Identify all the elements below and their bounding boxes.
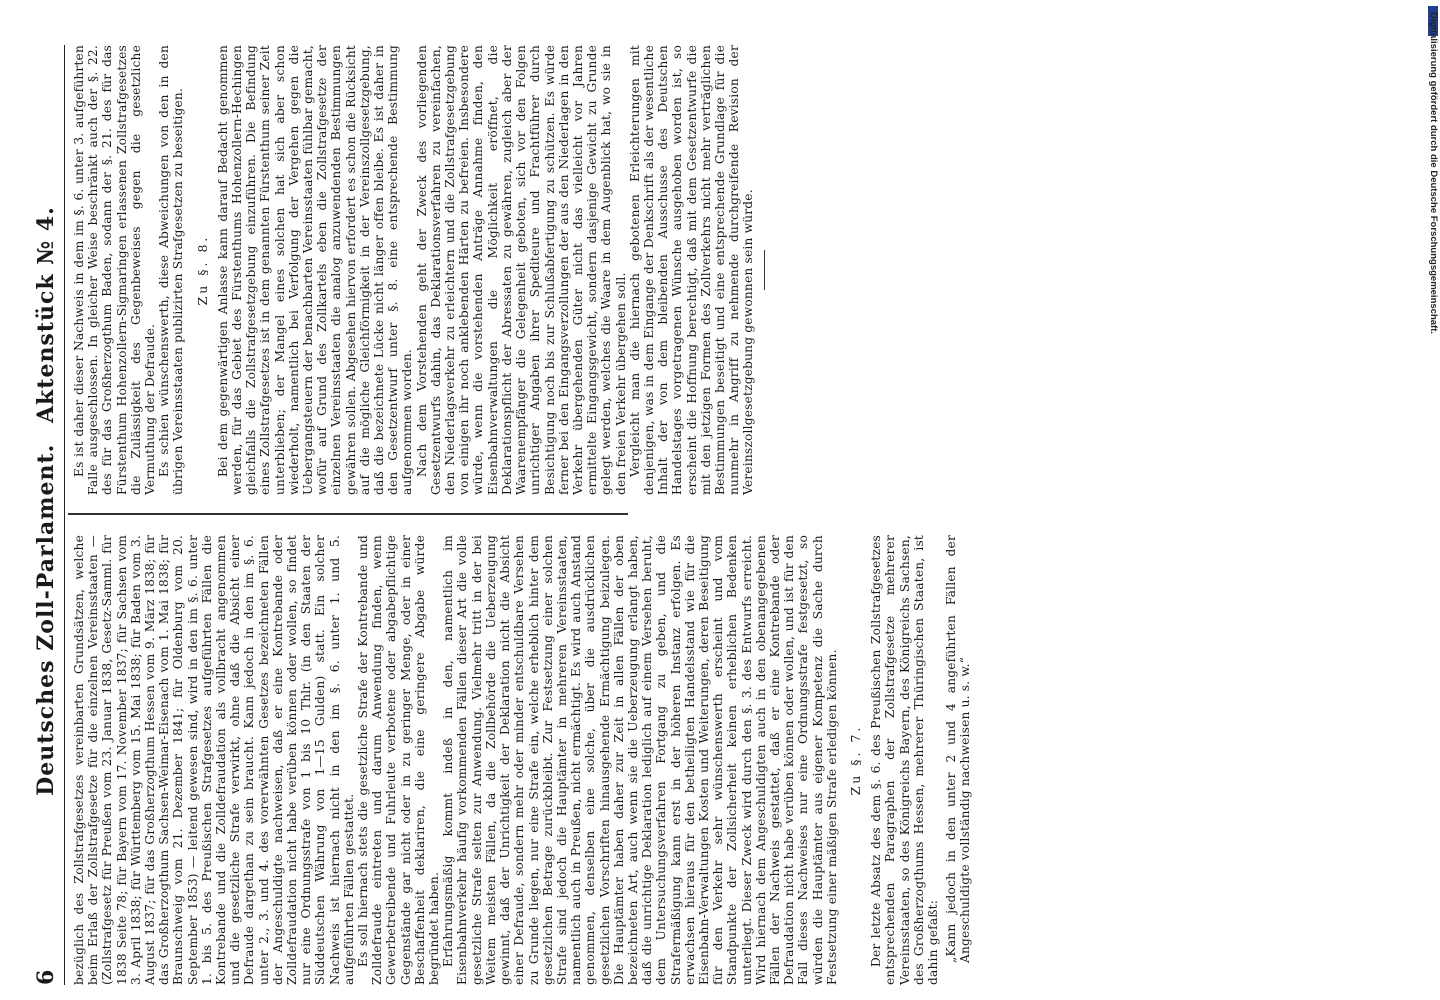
right-column [72, 45, 773, 495]
paragraph: bezüglich des Zollstrafgesetzes vereinbarten Grundsätzen, welche beim Erlaß der Zollstrafgesetze für die einzelnen Vereinsstaaten — (Zollstrafgesetz für Preußen vom 23. Januar 1838, Gesetz-Samml. für 1838 Seite 78; für Bayern vom 17. November 1837; für Sachsen vom 3. April 1838; für Württemberg vom 15. Mai 1838; für Baden vom 3. August 1837; für das Großherzogthum Hessen vom 9. März 1838; für das Großherzogthum Sachsen-Weimar-Eisenach vom 1. Mai 1838; für Braunschweig vom 21. Dezember 1841; für Oldenburg vom 20. September 1853) — leitend gewesen sind, wird in den im §. 6. unter 1. bis 5. des Preußischen Strafgesetzes aufgeführten Fällen die Kontrebande und die Zolldefraudation als vollbracht angenommen und die gesetzliche Strafe verwirkt, ohne daß die Absicht einer Defraude dargethan zu sein braucht. Kann jedoch in den im §. 6. unter 2., 3. und 4. des vorerwähnten Gesetzes bezeichneten Fällen der Angeschuldigte nachweisen, daß er eine Kontrebande oder Zolldefraudation nicht habe verüben können oder wollen, so findet nur eine Ordnungsstrafe von 1 bis 10 Thlr. (in den Staaten der Süddeutschen Währung von 1—15 Gulden) statt. Ein solcher Nachweis ist hiernach nicht in den im §. 6. unter 1. und 5. aufgeführten Fällen gestattet. [72, 535, 356, 985]
paragraph: Es schien wünschenswerth, diese Abweichungen von den in den übrigen Vereinsstaaten publizirten Strafgesetzen zu beseitigen. [157, 45, 186, 495]
section-heading: Zu §. 7. [847, 724, 863, 796]
paragraph: Erfahrungsmäßig kommt indeß in den, namentlich im Eisenbahnverkehr häufig vorkommenden Fällen dieser Art die volle gesetzliche Strafe selten zur Anwendung. Vielmehr tritt in der bei Weitem meisten Fällen, da die Zollbehörde die Ueberzeugung gewinnt, daß der Unrichtigkeit der Deklaration nicht die Absicht einer Defraude, sondern mehr oder minder entschuldbare Versehen zu Grunde liegen, nur eine Strafe ein, welche erheblich hinter dem gesetzlichen Betrage zurückbleibt. Zur Festsetzung einer solchen Strafe sind jedoch die Hauptämter in mehreren Vereinsstaaten, namentlich auch in Preußen, nicht ermächtigt. Es wird auch Anstand genommen, denselben eine solche, über die ausdrücklichen gesetzlichen Vorschriften hinausgehende Ermächtigung beizulegen. Die Hauptämter haben daher zur Zeit in allen Fällen der oben bezeichneten Art, auch wenn sie die Ueberzeugung erlangt haben, daß die unrichtige Deklaration lediglich auf einem Versehen beruht, dem Untersuchungsverfahren Fortgang zu geben, und die Strafermäßigung kann erst in der höheren Instanz erfolgen. Es erwachsen hieraus für den betheiligten Handelsstand wie für die Eisenbahn-Verwaltungen Kosten und Weiterungen, deren Beseitigung für den Verkehr sehr wünschenswerth erscheint und vom Standpunkte der Zollsicherheit keinen erheblichen Bedenken unterliegt. Dieser Zweck wird durch den §. 3. des Entwurfs erreicht. Wird hiernach dem Angeschuldigten auch in den obenangegebenen Fällen der Nachweis gestattet, daß er eine Kontrebande oder Defraudation nicht habe verüben können oder wollen, und ist für den Fall dieses Nachweises nur eine Ordnungsstrafe festgesetzt, so würden die Hauptämter aus eigener Kompetenz die Sache durch Festsetzung einer mäßigen Strafe erledigen können. [441, 535, 839, 985]
credit-text: Digitalisierung gefördert durch die Deutsche Forschungsgemeinschaft. [1428, 12, 1439, 334]
end-rule [764, 250, 765, 290]
paragraph: Der letzte Absatz des dem §. 6. des Preußischen Zollstrafgesetzes entsprechenden Paragraphen der Zollstrafgesetze mehrerer Vereinsstaaten, so des Königreichs Bayern, des Königreichs Sachsen, des Großherzogthums Hessen, mehrerer Thüringischen Staaten, ist dahin gefaßt: [869, 535, 940, 985]
section-heading: Zu §. 8. [194, 234, 210, 306]
paragraph: Bei dem gegenwärtigen Anlasse kann darauf Bedacht genommen werden, für das Gebiet des Fürstenthums Hohenzollern-Hechingen gleichfalls die Zollstrafgesetzgebung einzuführen. Die Befindung eines Zollstrafgesetzes ist in dem genannten Fürstenthum seiner Zeit unterblieben; der Mangel eines solchen hat sich aber schon wiederholt, namentlich bei Verfolgung der Vergehen gegen die Uebergangsteuern der benachbarten Vereinsstaaten fühlbar gemacht, wofür auf Grund des Zollkartels eben die Zollstrafgesetze der einzelnen Vereinsstaaten die analog anzuwendenden Bestimmungen gewähren sollen. Abgesehen hiervon erfordert es schon die Rücksicht auf die mögliche Gleichförmigkeit in der Vereinszollgesetzgebung, daß die bezeichnete Lücke nicht länger offen bleibe. Es ist daher in den Gesetzentwurf unter §. 8. eine entsprechende Bestimmung aufgenommen worden. [215, 45, 415, 495]
header-title [33, 45, 59, 945]
quotation: „Kann jedoch in den unter 2 und 4 angeführten Fällen der Angeschuldigte vollständig nachweisen u. s. w.“ [944, 535, 973, 963]
digitization-credit [1428, 12, 1440, 812]
header-title-left: Deutsches Zoll-Parlament. [33, 443, 59, 796]
paragraph: Es ist daher dieser Nachweis in dem im §. 6. unter 3. aufgeführten Falle ausgeschlossen. In gleicher Weise beschränkt auch der §. 22. des für das Großherzogthum Baden, sodann der §. 21. des für das Fürstenthum Hohenzollern-Sigmaringen erlassenen Zollstrafgesetzes die Zulässigkeit des Gegenbeweises gegen die gesetzliche Vermuthung der Defraude. [72, 45, 158, 495]
paragraph: Vergleicht man die hiernach gebotenen Erleichterungen mit denjenigen, was in dem Eingange der Denkschrift als der wesentliche Inhalt der von dem bleibenden Ausschusse des Deutschen Handelstages vorgetragenen Wünsche ausgehoben worden ist, so erscheint die Hoffnung berechtigt, daß mit dem Gesetzentwurfe die mit den jetzigen Formen des Zollverkehrs nicht mehr verträglichen Bestimmungen beseitigt und eine entsprechende Grundlage für die nunmehr in Angriff zu nehmende durchgreifende Revision der Vereinszollgesetzgebung gewonnen sein würde. [627, 45, 756, 495]
paragraph: Es soll hiernach stets die gesetzliche Strafe der Kontrebande und Zolldefraude eintreten und darum Anwendung finden, wenn Gewerbetreibende und Fuhrleute verbotene oder abgabepflichtige Gegenstände gar nicht oder in zu geringer Menge, oder in einer Beschaffenheit deklariren, die eine geringere Abgabe würde begründet haben. [356, 535, 442, 985]
left-column [72, 535, 973, 985]
document-page [28, 45, 1408, 985]
column-divider [68, 514, 628, 516]
header-title-right: Aktenstück № 4. [33, 206, 59, 424]
page-number: 6 [33, 969, 59, 985]
paragraph: Nach dem Vorstehenden geht der Zweck des vorliegenden Gesetzentwurfs dahin, das Deklarationsverfahren zu vereinfachen, den Niederlagsverkehr zu erleichtern und die Zollstrafgesetzgebung von einigen ihr noch anklebenden Härten zu befreien. Insbesondere würde, wenn die vorstehenden Anträge Annahme finden, den Eisenbahnverwaltungen die Möglichkeit eröffnet, die Deklarationspflicht der Abressaten zu gewähren, zugleich aber der Waarenempfänger die Gelegenheit geboten, sich vor den Folgen unrichtiger Angaben ihrer Spediteure und Frachtführer durch Besichtigung noch bis zur Schlußabfertigung zu schützen. Es würde ferner bei den Eingangsverzollungen der aus den Niederlagen in den Verkehr übergehenden Güter nicht das vielleicht vor Jahren ermittelte Eingangsgewicht, sondern dasjenige Gewicht zu Grunde gelegt werden, welches die Waare in dem Augenblick hat, wo sie in den freien Verkehr übergehen soll. [414, 45, 628, 495]
page-header [28, 45, 65, 985]
